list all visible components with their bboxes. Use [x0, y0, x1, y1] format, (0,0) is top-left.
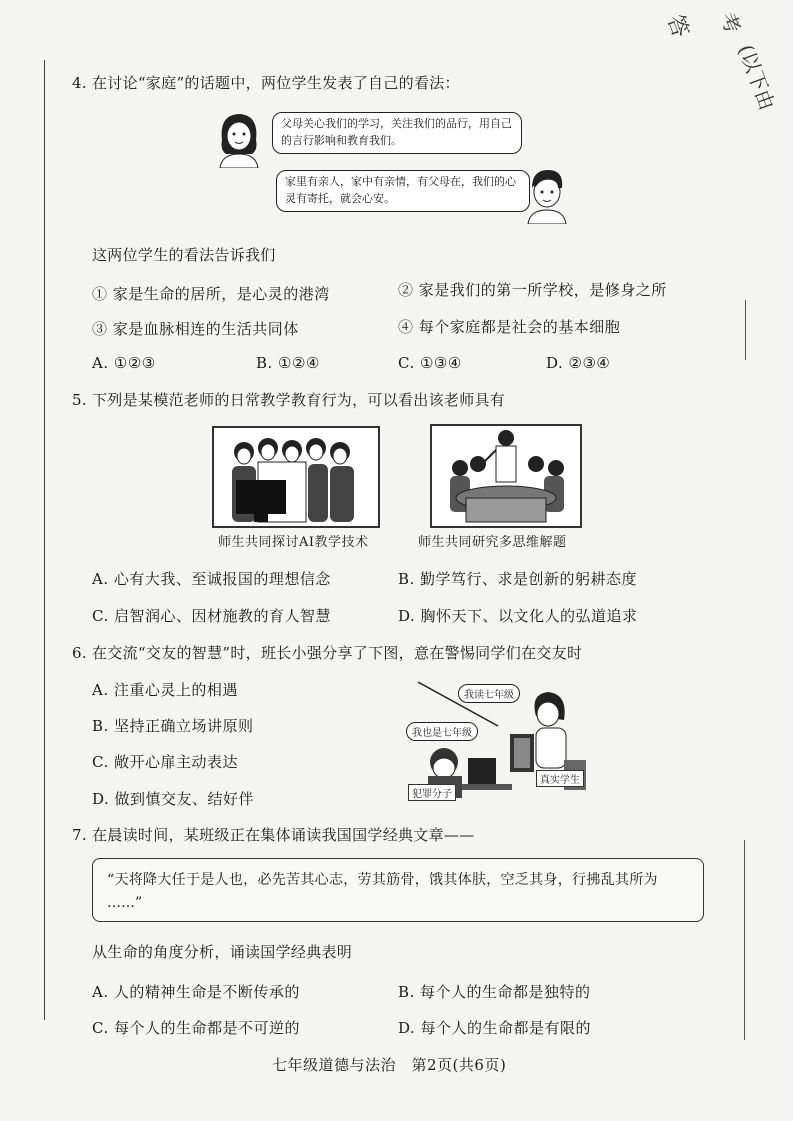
q5-stem-text: 下列是某模范老师的日常教学教育行为，可以看出该老师具有 — [92, 391, 506, 409]
q4-option-b[interactable]: B. ①②④ — [256, 354, 320, 372]
q4-option-d[interactable]: D. ②③④ — [546, 354, 611, 372]
q6-label-student: 真实学生 — [536, 770, 584, 787]
q5-stem — [72, 389, 505, 410]
q5-picture-1 — [212, 426, 380, 528]
q4-item-3: ③ 家是血脉相连的生活共同体 — [92, 320, 299, 338]
q7-option-a[interactable]: A. 人的精神生命是不断传承的 — [92, 983, 300, 1001]
q6-option-b[interactable]: B. 坚持正确立场讲原则 — [92, 717, 254, 735]
q4-prompt: 这两位学生的看法告诉我们 — [92, 246, 276, 264]
q7-quote-line-1: “天将降大任于是人也，必先苦其心志，劳其筋骨，饿其体肤，空乏其身，行拂乱其所为 — [107, 872, 658, 888]
q5-caption-1: 师生共同探讨AI教学技术 — [218, 535, 369, 550]
q5-option-b[interactable]: B. 勤学笃行、求是创新的躬耕态度 — [398, 570, 638, 588]
q4-bubble-2: 家里有亲人，家中有亲情，有父母在，我们的心灵有寄托，就会心安。 — [276, 170, 530, 212]
q6-option-a[interactable]: A. 注重心灵上的相遇 — [92, 681, 238, 699]
q4-item-2: ② 家是我们的第一所学校，是修身之所 — [398, 281, 667, 299]
corner-text-1: 答 — [661, 11, 693, 41]
q4-stem-text: 在讨论“家庭”的话题中，两位学生发表了自己的看法： — [92, 74, 460, 92]
q7-stem — [72, 824, 475, 845]
q6-bubble-girl: 我读七年级 — [458, 684, 520, 703]
q5-option-c[interactable]: C. 启智润心、因材施教的育人智慧 — [92, 607, 331, 625]
q4-number: 4. — [72, 74, 87, 92]
q4-option-c[interactable]: C. ①③④ — [398, 354, 462, 372]
q4-item-4: ④ 每个家庭都是社会的基本细胞 — [398, 318, 621, 336]
q5-caption-2: 师生共同研究多思维解题 — [418, 535, 567, 550]
corner-text-3: 考 — [715, 9, 746, 37]
q4-item-1: ① 家是生命的居所，是心灵的港湾 — [92, 285, 330, 303]
q5-option-d[interactable]: D. 胸怀天下、以文化人的弘道追求 — [398, 607, 638, 625]
q6-bubble-man: 我也是七年级 — [406, 722, 478, 741]
girl-illustration — [214, 110, 264, 168]
q7-quote-box — [92, 858, 704, 922]
right-margin-line — [745, 300, 746, 360]
q6-option-d[interactable]: D. 做到慎交友、结好伴 — [92, 790, 255, 808]
page-footer: 七年级道德与法治 第2页(共6页) — [272, 1056, 507, 1074]
right-margin-line-2 — [744, 840, 745, 1040]
q4-stem — [72, 72, 460, 93]
q6-cartoon — [412, 676, 598, 804]
q7-option-d[interactable]: D. 每个人的生命都是有限的 — [398, 1019, 592, 1037]
q7-stem-text: 在晨读时间，某班级正在集体诵读我国国学经典文章—— — [92, 826, 475, 844]
q5-number: 5. — [72, 391, 87, 409]
q7-prompt: 从生命的角度分析，诵读国学经典表明 — [92, 943, 353, 961]
q7-number: 7. — [72, 826, 87, 844]
left-margin-line — [44, 60, 45, 1020]
q7-quote-line-2: ……” — [107, 895, 143, 911]
corner-text — [661, 10, 698, 41]
q6-stem — [72, 642, 582, 663]
ai-teaching-illustration — [214, 428, 378, 526]
q6-label-criminal: 犯罪分子 — [408, 784, 456, 801]
q6-stem-text: 在交流“交友的智慧”时，班长小强分享了下图，意在警惕同学们在交友时 — [92, 644, 583, 662]
q6-option-c[interactable]: C. 敞开心扉主动表达 — [92, 753, 238, 771]
q4-bubble-1: 父母关心我们的学习，关注我们的品行，用自己的言行影响和教育我们。 — [272, 112, 522, 154]
corner-text-2: (以下由 — [733, 41, 780, 114]
q4-option-a[interactable]: A. ①②③ — [92, 354, 156, 372]
q5-picture-2 — [430, 424, 582, 528]
group-study-illustration — [432, 426, 580, 526]
q7-option-c[interactable]: C. 每个人的生命都是不可逆的 — [92, 1019, 300, 1037]
q5-option-a[interactable]: A. 心有大我、至诚报国的理想信念 — [92, 570, 331, 588]
boy-illustration — [522, 164, 572, 224]
q6-number: 6. — [72, 644, 87, 662]
q7-option-b[interactable]: B. 每个人的生命都是独特的 — [398, 983, 591, 1001]
